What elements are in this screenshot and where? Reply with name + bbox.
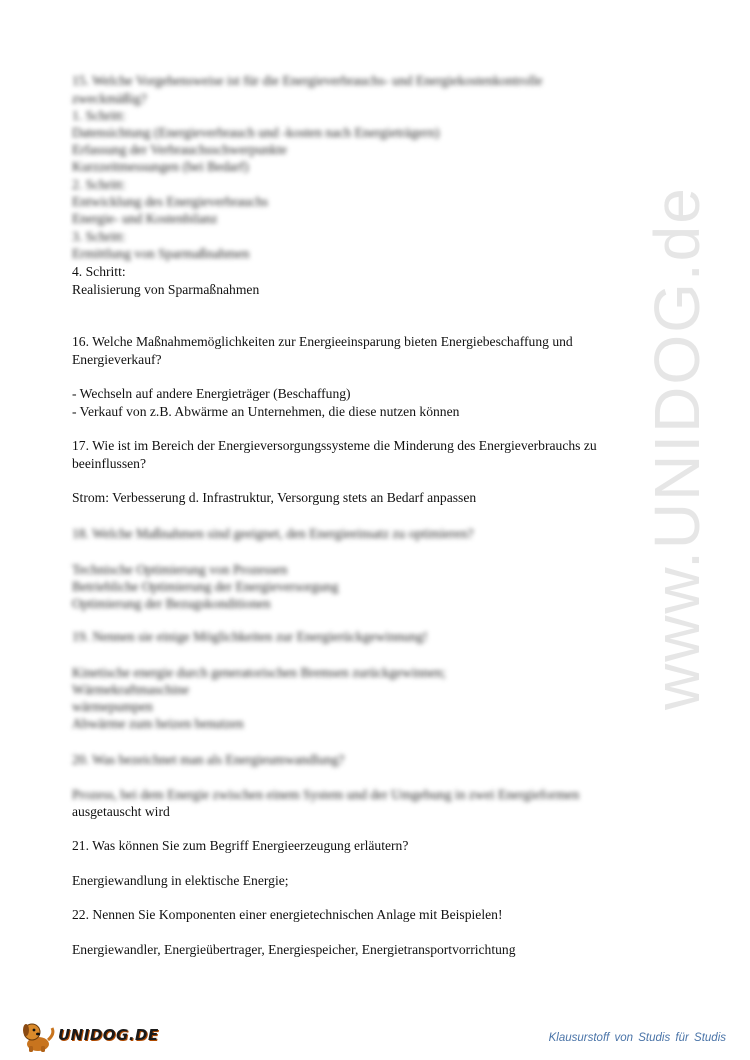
footer-logo[interactable]: [18, 1018, 158, 1054]
doc-line: Energiewandler, Energieübertrager, Energiespeicher, Energietransportvorrichtung: [72, 942, 516, 957]
doc-line: Kurzzeitmessungen (bei Bedarf): [72, 159, 249, 174]
doc-line: ausgetauscht wird: [72, 804, 170, 819]
doc-line: 15. Welche Vorgehensweise ist für die Energieverbrauchs- und Energiekostenkontrolle: [72, 73, 543, 88]
doc-line: 19. Nennen sie einige Möglichkeiten zur Energierückgewinnung!: [72, 629, 428, 644]
doc-line: 21. Was können Sie zum Begriff Energieerzeugung erläutern?: [72, 838, 409, 853]
watermark: www.UNIDOG.de: [641, 186, 713, 710]
doc-line: Wärmekraftmaschine: [72, 682, 189, 697]
doc-line: Strom: Verbesserung d. Infrastruktur, Versorgung stets an Bedarf anpassen: [72, 490, 477, 505]
doc-line: Datensichtung (Energieverbrauch und -kosten nach Energieträgern): [72, 125, 440, 140]
doc-line: Kinetische energie durch generatorischen Bremsen zurückgewinnen;: [72, 665, 446, 680]
doc-line: Prozess, bei dem Energie zwischen einem System und der Umgebung in zwei Energieformen: [72, 787, 580, 802]
doc-line: 20. Was bezeichnet man als Energieumwandlung?: [72, 752, 345, 767]
doc-line: beeinflussen?: [72, 456, 146, 471]
doc-line: Energiewandlung in elektische Energie;: [72, 873, 289, 888]
doc-line: Energieverkauf?: [72, 352, 162, 367]
footer-tagline: Klausurstoff von Studis für Studis: [548, 1032, 726, 1044]
doc-line: - Verkauf von z.B. Abwärme an Unternehmen, die diese nutzen können: [72, 404, 460, 419]
doc-line: Energie- und Kostenbilanz: [72, 211, 218, 226]
doc-line: Technische Optimierung von Prozessen: [72, 562, 288, 577]
doc-line: 3. Schritt:: [72, 229, 126, 244]
doc-line: 18. Welche Maßnahmen sind geeignet, den Energieeinsatz zu optimieren?: [72, 526, 474, 541]
doc-line: 22. Nennen Sie Komponenten einer energietechnischen Anlage mit Beispielen!: [72, 907, 503, 922]
doc-line: 17. Wie ist im Bereich der Energieversorgungssysteme die Minderung des Energieverbrauchs zu: [72, 438, 597, 453]
doc-line: Entwicklung des Energieverbrauchs: [72, 194, 269, 209]
doc-line: 4. Schritt:: [72, 264, 126, 279]
doc-line: Betriebliche Optimierung der Energieversorgung: [72, 579, 339, 594]
doc-line: - Wechseln auf andere Energieträger (Beschaffung): [72, 386, 351, 401]
doc-line: wärmepumpen: [72, 699, 153, 714]
dog-mascot-icon: [18, 1018, 58, 1054]
doc-line: Abwärme zum heizen benutzen: [72, 716, 244, 731]
doc-line: zweckmäßig?: [72, 91, 147, 106]
doc-line: 16. Welche Maßnahmemöglichkeiten zur Energieeinsparung bieten Energiebeschaffung und: [72, 334, 573, 349]
doc-line: Erfassung der Verbrauchsschwerpunkte: [72, 142, 287, 157]
doc-line: Ermittlung von Sparmaßnahmen: [72, 246, 250, 261]
doc-line: 2. Schritt:: [72, 177, 126, 192]
doc-line: Optimierung der Bezugskonditionen: [72, 596, 271, 611]
doc-line: 1. Schritt:: [72, 108, 126, 123]
logo-text: UNIDOG.DE: [58, 1026, 159, 1044]
doc-line: Realisierung von Sparmaßnahmen: [72, 282, 260, 297]
